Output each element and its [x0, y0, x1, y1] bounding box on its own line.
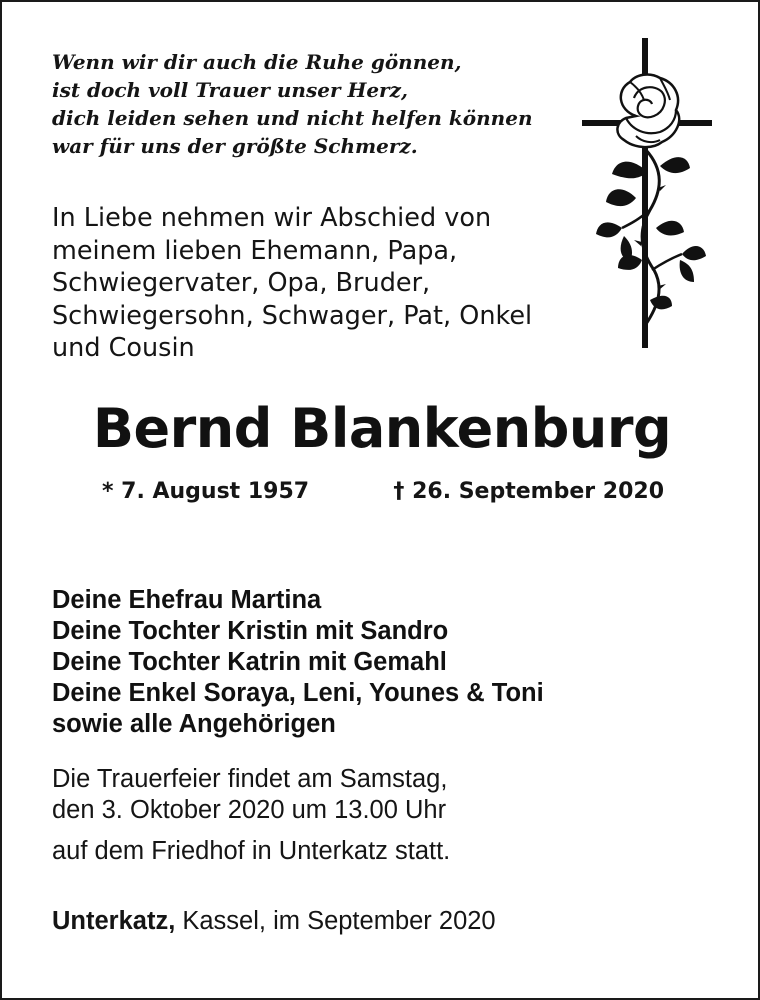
life-dates [102, 476, 672, 510]
signoff-rest: Kassel, im September 2020 [175, 907, 496, 935]
funeral-service-info [52, 764, 702, 867]
death-date: † 26. September 2020 [393, 479, 664, 504]
service-line: auf dem Friedhof in Unterkatz statt. [52, 837, 451, 865]
service-line: den 3. Oktober 2020 um 13.00 Uhr [52, 796, 447, 824]
mourner-line: Deine Ehefrau Martina [52, 586, 322, 614]
mourners-list [52, 585, 702, 740]
poem-line: war für uns der größte Schmerz. [52, 134, 418, 158]
poem-line: dich leiden sehen und nicht helfen können [52, 106, 533, 130]
poem-line: Wenn wir dir auch die Ruhe gönnen, [52, 50, 462, 74]
mourner-line: Deine Tochter Kristin mit Sandro [52, 617, 449, 645]
service-line: Die Trauerfeier findet am Samstag, [52, 765, 448, 793]
place-and-date [52, 905, 702, 937]
signoff-place: Unterkatz, [52, 907, 176, 935]
intro-line: Schwiegervater, Opa, Bruder, [52, 268, 431, 298]
intro-line: und Cousin [52, 333, 195, 363]
mourner-line: Deine Enkel Soraya, Leni, Younes & Toni [52, 679, 544, 707]
poem-line: ist doch voll Trauer unser Herz, [52, 78, 408, 102]
intro-line: Schwiegersohn, Schwager, Pat, Onkel [52, 300, 533, 331]
mourner-line: Deine Tochter Katrin mit Gemahl [52, 648, 447, 676]
birth-date: * 7. August 1957 [102, 479, 310, 504]
mourner-line: sowie alle Angehörigen [52, 710, 336, 738]
deceased-name: Bernd Blankenburg [92, 397, 672, 460]
intro-text [52, 202, 612, 365]
intro-line: meinem lieben Ehemann, Papa, [52, 235, 458, 266]
intro-line: In Liebe nehmen wir Abschied von [52, 203, 492, 233]
poem [52, 48, 572, 160]
